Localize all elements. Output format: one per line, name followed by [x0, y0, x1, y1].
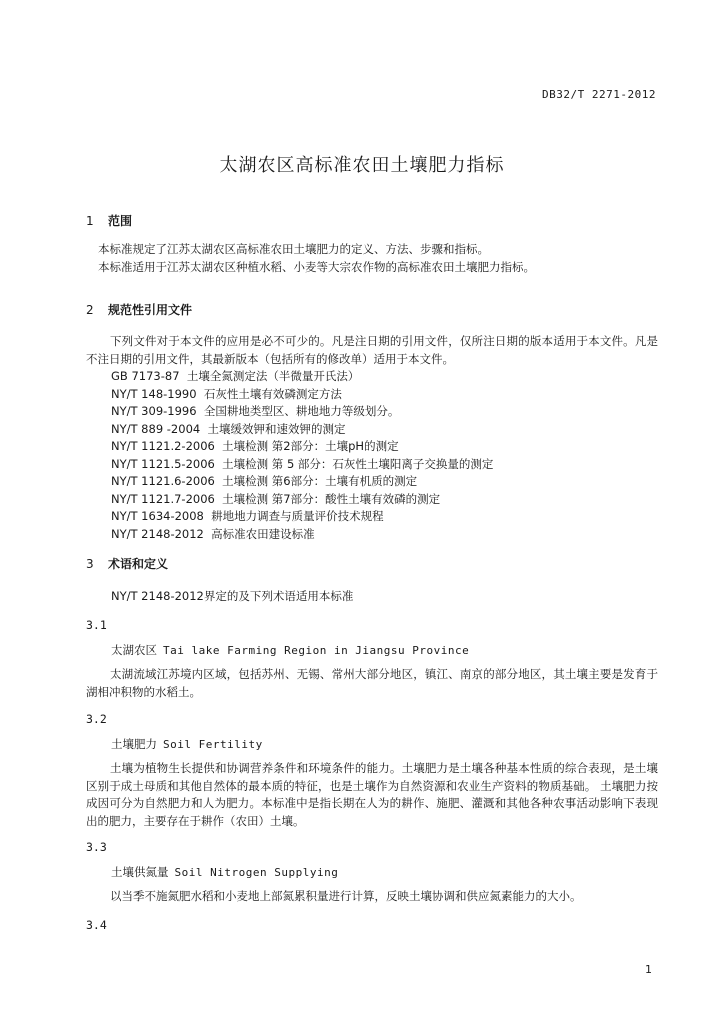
section-2-intro: 下列文件对于本文件的应用是必不可少的。凡是注日期的引用文件，仅所注日期的版本适用于本文件。凡是不注日期的引用文件，其最新版本（包括所有的修改单）适用于本文件。: [86, 334, 658, 366]
reference-item: NY/T 148-1990 石灰性土壤有效磷测定方法: [111, 386, 342, 401]
section-number: 3: [86, 557, 94, 571]
term-en: Soil Nitrogen Supplying: [174, 866, 339, 879]
section-title: 规范性引用文件: [108, 303, 193, 317]
reference-list: [111, 368, 493, 543]
reference-item: NY/T 1121.5-2006 土壤检测 第 5 部分：石灰性土壤阳离子交换量的测定: [111, 456, 494, 471]
reference-item: NY/T 2148-2012 高标准农田建设标准: [111, 526, 315, 541]
reference-item: NY/T 889 -2004 土壤缓效钾和速效钾的测定: [111, 421, 346, 436]
paragraph: 本标准适用于江苏太湖农区种植水稻、小麦等大宗农作物的高标准农田土壤肥力指标。: [98, 259, 535, 274]
term-definition: 以当季不施氮肥水稻和小麦地上部氮累积量进行计算，反映土壤协调和供应氮素能力的大小。: [110, 889, 582, 903]
section-number: 2: [86, 303, 94, 317]
term-cn: 太湖农区: [111, 643, 157, 657]
document-title: 太湖农区高标准农田土壤肥力指标: [219, 155, 505, 176]
document-number: DB32/T 2271-2012: [542, 88, 656, 101]
term-number: 3.3: [86, 840, 107, 854]
reference-item: NY/T 1121.7-2006 土壤检测 第7部分：酸性土壤有效磷的测定: [111, 491, 441, 506]
section-3-heading: [86, 555, 168, 572]
reference-item: NY/T 1121.6-2006 土壤检测 第6部分：土壤有机质的测定: [111, 474, 418, 488]
reference-item: NY/T 1634-2008 耕地地力调查与质量评价技术规程: [111, 509, 384, 523]
reference-item: NY/T 1121.2-2006 土壤检测 第2部分：土壤pH的测定: [111, 439, 399, 453]
term-number: 3.4: [86, 918, 107, 932]
section-2-heading: [86, 301, 192, 318]
paragraph: 本标准规定了江苏太湖农区高标准农田土壤肥力的定义、方法、步骤和指标。: [98, 242, 489, 256]
section-title: 术语和定义: [108, 557, 169, 571]
term-en: Soil Fertility: [163, 738, 263, 751]
section-1-heading: [86, 212, 132, 229]
term-definition: 太湖流域江苏境内区域，包括苏州、无锡、常州大部分地区，镇江、南京的部分地区，其土壤主要是发育于湖相冲积物的水稻土。: [86, 667, 658, 699]
section-1-body: [86, 241, 658, 276]
term-cn: 土壤肥力: [111, 737, 157, 751]
section-number: 1: [86, 214, 94, 228]
section-3-intro: NY/T 2148-2012界定的及下列术语适用本标准: [111, 589, 354, 603]
term-number: 3.1: [86, 618, 107, 632]
term-number: 3.2: [86, 712, 107, 726]
reference-item: GB 7173-87 土壤全氮测定法（半微量开氏法）: [111, 369, 360, 383]
term-3-3: [111, 864, 338, 880]
reference-item: NY/T 309-1996 全国耕地类型区、耕地地力等级划分。: [111, 404, 400, 418]
term-3-2: [111, 736, 263, 752]
page-number: 1: [645, 963, 652, 976]
section-title: 范围: [108, 214, 133, 228]
term-cn: 土壤供氮量: [111, 865, 169, 879]
term-en: Tai lake Farming Region in Jiangsu Province: [163, 644, 470, 657]
term-3-1: [111, 642, 469, 658]
term-definition: 土壤为植物生长提供和协调营养条件和环境条件的能力。土壤肥力是土壤各种基本性质的综合表现，是土壤区别于成土母质和其他自然体的最本质的特征，也是土壤作为自然资源和农业生产资料的物质基础。 土壤肥力按成因可分为自然肥力和人为肥力。本标准中是指长期在人为的耕作、施肥、灌溉和其他各种农事活动影响下表现出的肥力，主要存在于耕作（农田）土壤。: [86, 761, 658, 828]
